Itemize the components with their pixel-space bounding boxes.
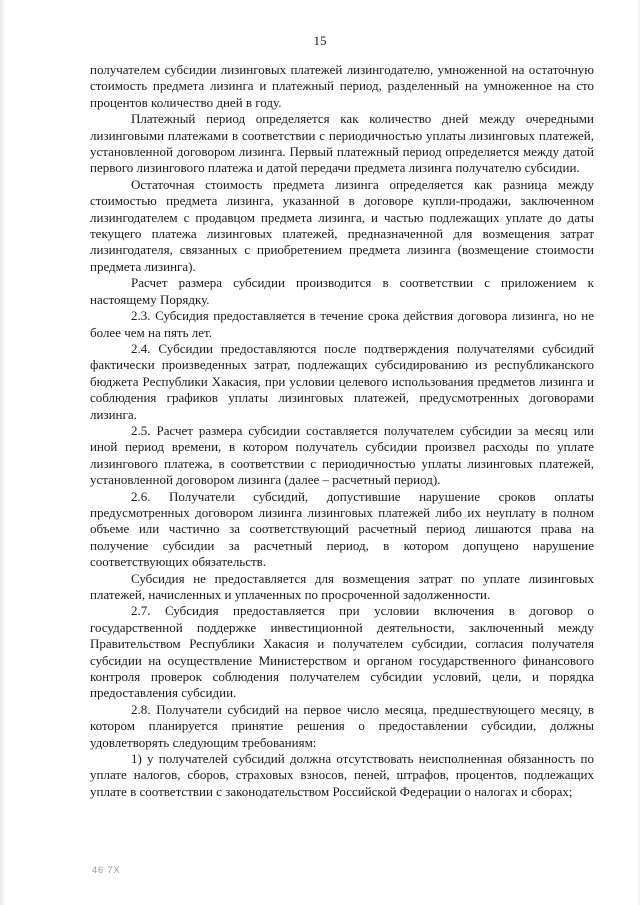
paragraph-2-3: 2.3. Субсидия предоставляется в течение срока действия договора лизинга, но не более чем на пять лет. xyxy=(90,308,594,340)
paragraph-2-6: 2.6. Получатели субсидий, допустившие нарушение сроков оплаты предусмотренных договором лизинга лизинговых платежей либо их неуплату в полном объеме или частично за соответствующий расчетный период лишаются права на получение субсидии за расчетный период, в котором допущено нарушение соответствующих обязательств. xyxy=(90,488,594,570)
footer-code: 46 7X xyxy=(92,865,121,875)
paragraph-overdue: Субсидия не предоставляется для возмещения затрат по уплате лизинговых платежей, начисленных и уплаченных по просроченной задолженности. xyxy=(90,570,594,602)
paragraph-calculation: Расчет размера субсидии производится в соответствии с приложением к настоящему Порядку. xyxy=(90,275,594,307)
paragraph-continuation: получателем субсидии лизинговых платежей лизингодателю, умноженной на остаточную стоимость предмета лизинга и платежный период, разделенный на умноженное на сто процентов количество дней в году. xyxy=(90,62,594,110)
page-number: 15 xyxy=(313,33,327,48)
scan-left-edge xyxy=(0,0,6,905)
paragraph-2-4: 2.4. Субсидии предоставляются после подтверждения получателями субсидий фактически произведенных затрат, подлежащих субсидированию из республиканского бюджета Республики Хакасия, при условии целевого использования предметов лизинга и соблюдения графиков уплаты лизинговых платежей, предусмотренных договорами лизинга. xyxy=(90,340,594,422)
paragraph-requirement-1: 1) у получателей субсидий должна отсутствовать неисполненная обязанность по уплате налогов, сборов, страховых взносов, пеней, штрафов, процентов, подлежащих уплате в соответствии с законодательством Российской Федерации о налогах и сборах; xyxy=(90,751,594,799)
paragraph-2-8: 2.8. Получатели субсидий на первое число месяца, предшествующего месяцу, в котором планируется принятие решения о предоставлении субсидии, должны удовлетворять следующим требованиям: xyxy=(90,701,594,750)
paragraph-2-7: 2.7. Субсидия предоставляется при условии включения в договор о государственной поддержке инвестиционной деятельности, заключенный между Правительством Республики Хакасия и получателем субсидии, согласия получателя субсидии на осуществление Министерством и органом государственного финансового контроля проверок соблюдения получателем субсидии условий, цели, и порядка предоставления субсидии. xyxy=(90,603,594,701)
paragraph-residual-value: Остаточная стоимость предмета лизинга определяется как разница между стоимостью предмета лизинга, указанной в договоре купли-продажи, заключенном лизингодателем с продавцом предмета лизинга, и частью подлежащих уплате до даты текущего платежа лизинговых платежей, предназначенной для возмещения затрат лизингодателя, связанных с приобретением предмета лизинга (возмещение стоимости предмета лизинга). xyxy=(90,176,594,274)
paragraph-payment-period: Платежный период определяется как количество дней между очередными лизинговыми платежами в соответствии с периодичностью уплаты лизинговых платежей, установленной договором лизинга. Первый платежный период определяется между датой первого лизингового платежа и датой передачи предмета лизинга получателю субсидии. xyxy=(90,111,594,176)
scan-right-edge xyxy=(636,0,640,905)
paragraph-2-5: 2.5. Расчет размера субсидии составляется получателем субсидии за месяц или иной период времени, в котором получатель субсидии произвел расходы по уплате лизингового платежа, в соответствии с периодичностью уплаты лизинговых платежей, установленной договором лизинга (далее – расчетный период). xyxy=(90,422,594,488)
document-body xyxy=(90,62,594,800)
